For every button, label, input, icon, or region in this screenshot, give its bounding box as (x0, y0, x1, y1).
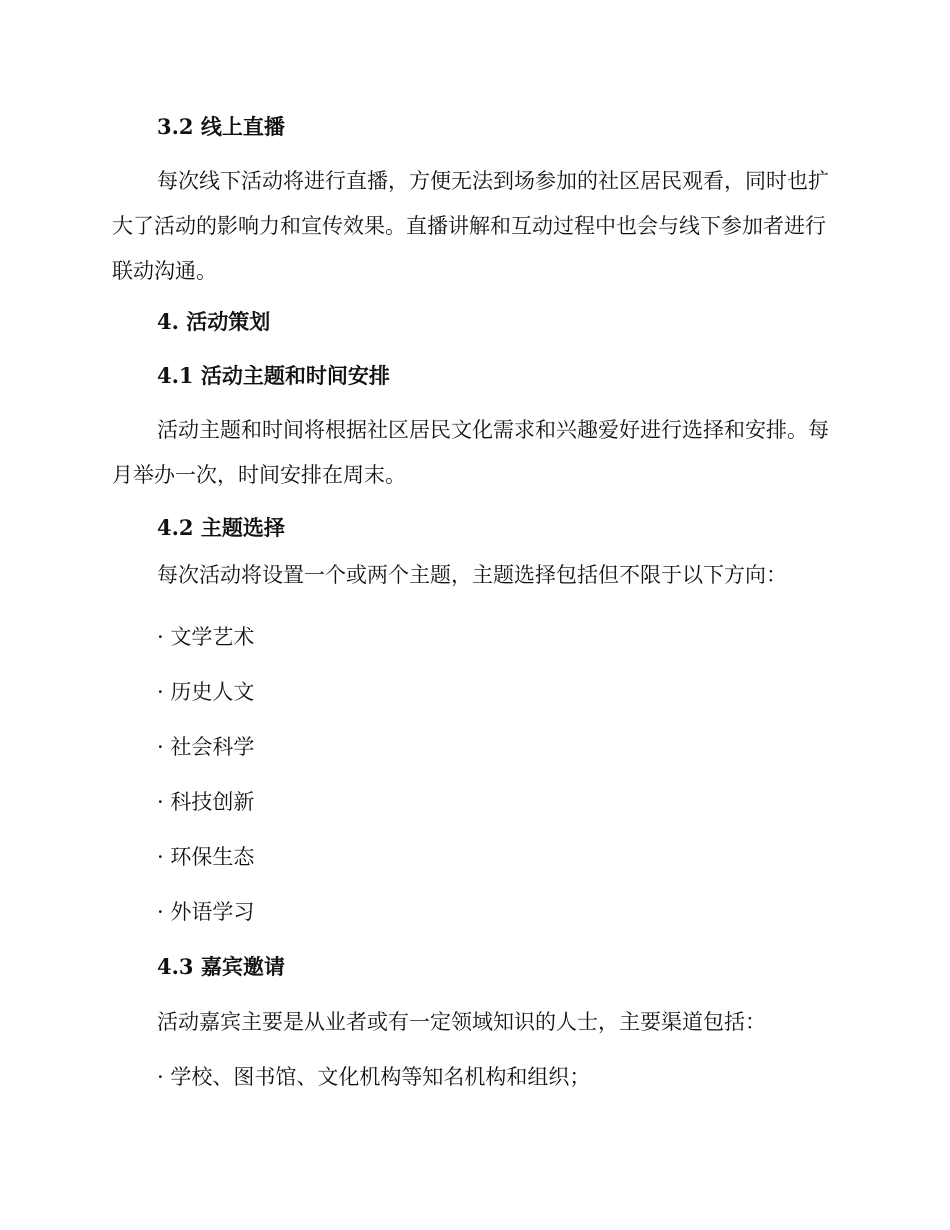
list-item-4-2-1: · 文学艺术 (157, 625, 255, 649)
intro-4-3: 活动嘉宾主要是从业者或有一定领域知识的人士，主要渠道包括： (157, 1010, 766, 1034)
list-item-4-3-1: · 学校、图书馆、文化机构等知名机构和组织； (157, 1065, 591, 1089)
list-item-4-2-2: · 历史人文 (157, 680, 255, 704)
heading-4-3: 4.3 嘉宾邀请 (157, 954, 285, 979)
list-item-4-2-4: · 科技创新 (157, 790, 255, 814)
list-item-4-2-6: · 外语学习 (157, 900, 255, 924)
heading-4-2: 4.2 主题选择 (157, 515, 285, 540)
list-item-4-2-3: · 社会科学 (157, 735, 255, 759)
list-item-4-2-5: · 环保生态 (157, 845, 255, 869)
paragraph-3-2: 每次线下活动将进行直播，方便无法到场参加的社区居民观看，同时也扩大了活动的影响力和宣传效果。直播讲解和互动过程中也会与线下参加者进行联动沟通。 (112, 169, 829, 283)
intro-4-2: 每次活动将设置一个或两个主题，主题选择包括但不限于以下方向： (157, 563, 787, 587)
heading-4: 4. 活动策划 (157, 309, 271, 334)
paragraph-4-1: 活动主题和时间将根据社区居民文化需求和兴趣爱好进行选择和安排。每月举办一次，时间安排在周末。 (112, 418, 829, 487)
heading-3-2: 3.2 线上直播 (157, 114, 285, 139)
heading-4-1: 4.1 活动主题和时间安排 (157, 363, 390, 388)
